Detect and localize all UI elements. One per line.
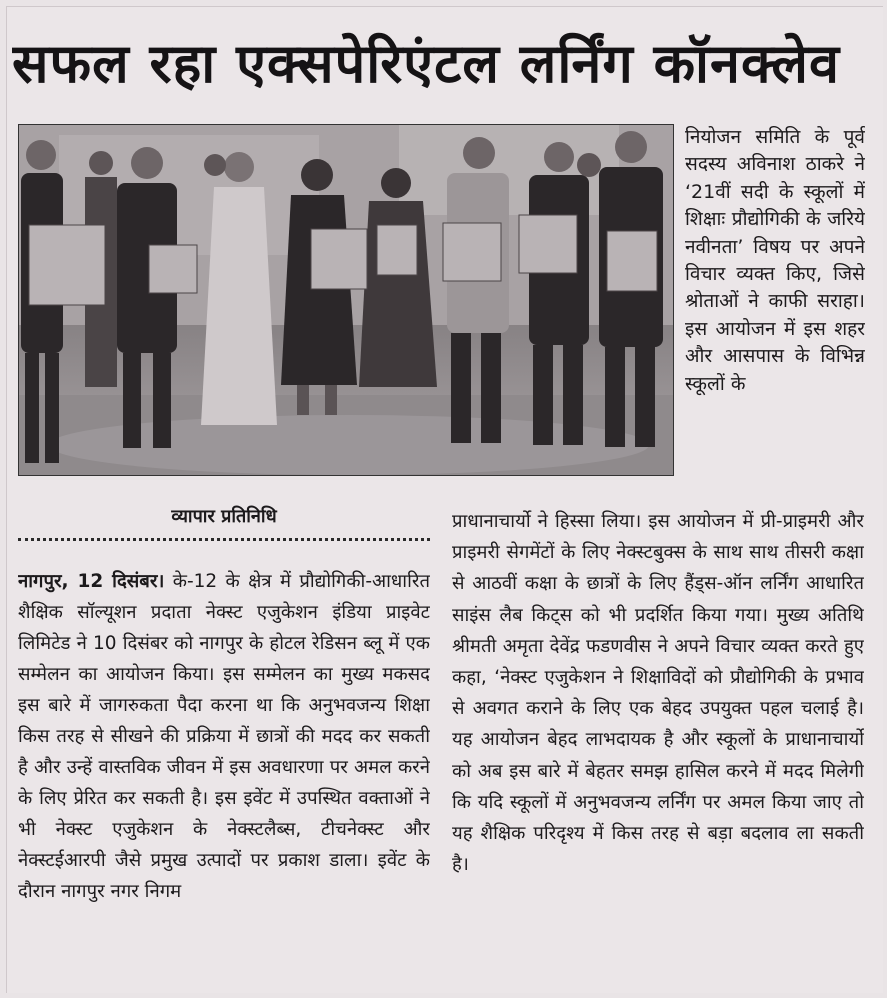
event-photo xyxy=(18,124,674,476)
dateline: नागपुर, 12 दिसंबर। xyxy=(18,571,165,592)
dotted-divider xyxy=(18,538,430,541)
article-column-right: प्राधानाचार्यो ने हिस्सा लिया। इस आयोजन में प्री-प्राइमरी और प्राइमरी सेगमेंटों के लिए नेक्स्टबुक्स के साथ साथ तीसरी कक्षा से आठवीं कक्षा के छात्रों के लिए हैंड्स-ऑन लर्निंग आधारित साइंस लैब किट्स को भी प्रदर्शित किया गया। मुख्य अतिथि श्रीमती अमृता देवेंद्र फडणवीस ने अपने विचार व्यक्त करते हुए कहा, ‘नेक्स्ट एजुकेशन ने शिक्षाविदों को प्रौद्योगिकी के प्रभाव से अवगत कराने के लिए एक बेहद उपयुक्त पहल चलाई है। यह आयोजन बेहद लाभदायक है और स्कूलों के प्राधानाचार्यो को अब इस बारे में बेहतर समझ हासिल करने में मदद मिलेगी कि यदि स्कूलों में अनुभवजन्य लर्निंग पर अमल किया जाए तो यह शैक्षिक परिदृश्य में किस तरह से बड़ा बदलाव ला सकती है। xyxy=(452,511,864,876)
byline: व्यापार प्रतिनिधि xyxy=(171,506,277,527)
headline: सफल रहा एक्सपेरिएंटल लर्निंग कॉनक्लेव xyxy=(12,32,841,95)
article-body-left: के-12 के क्षेत्र में प्रौद्योगिकी-आधारित शैक्षिक सॉल्यूशन प्रदाता नेक्स्ट एजुकेशन इंडिया प्राइवेट लिमिटेड ने 10 दिसंबर को नागपुर के होटल रेडिसन ब्लू में एक सम्मेलन का आयोजन किया। इस सम्मेलन का मुख्य मकसद इस बारे में जागरुकता पैदा करना था कि अनुभवजन्य शिक्षा किस तरह से सीखने की प्रक्रिया में छात्रों की मदद कर सकती है और उन्हें वास्तविक जीवन में इस अवधारणा पर अमल करने के लिए प्रेरित कर सकती है। इस इवेंट में उपस्थित वक्ताओं ने भी नेक्स्ट एजुकेशन के नेक्स्टलैब्स, टीचनेक्स्ट और नेक्स्टईआरपी जैसे प्रमुख उत्पादों पर प्रकाश डाला। इवेंट के दौरान नागपुर नगर निगम xyxy=(18,571,430,902)
event-photo-illustration xyxy=(19,125,673,475)
article-column-top: नियोजन समिति के पूर्व सदस्य अविनाश ठाकरे ने ‘21वीं सदी के स्कूलों में शिक्षाः प्रौद्योगिकी के जरिये नवीनता’ विषय पर अपने विचार व्यक्त किए, जिसे श्रोताओं ने काफी सराहा। इस आयोजन में इस शहर और आसपास के विभिन्न स्कूलों के xyxy=(685,126,865,395)
article-column-left xyxy=(18,566,430,986)
